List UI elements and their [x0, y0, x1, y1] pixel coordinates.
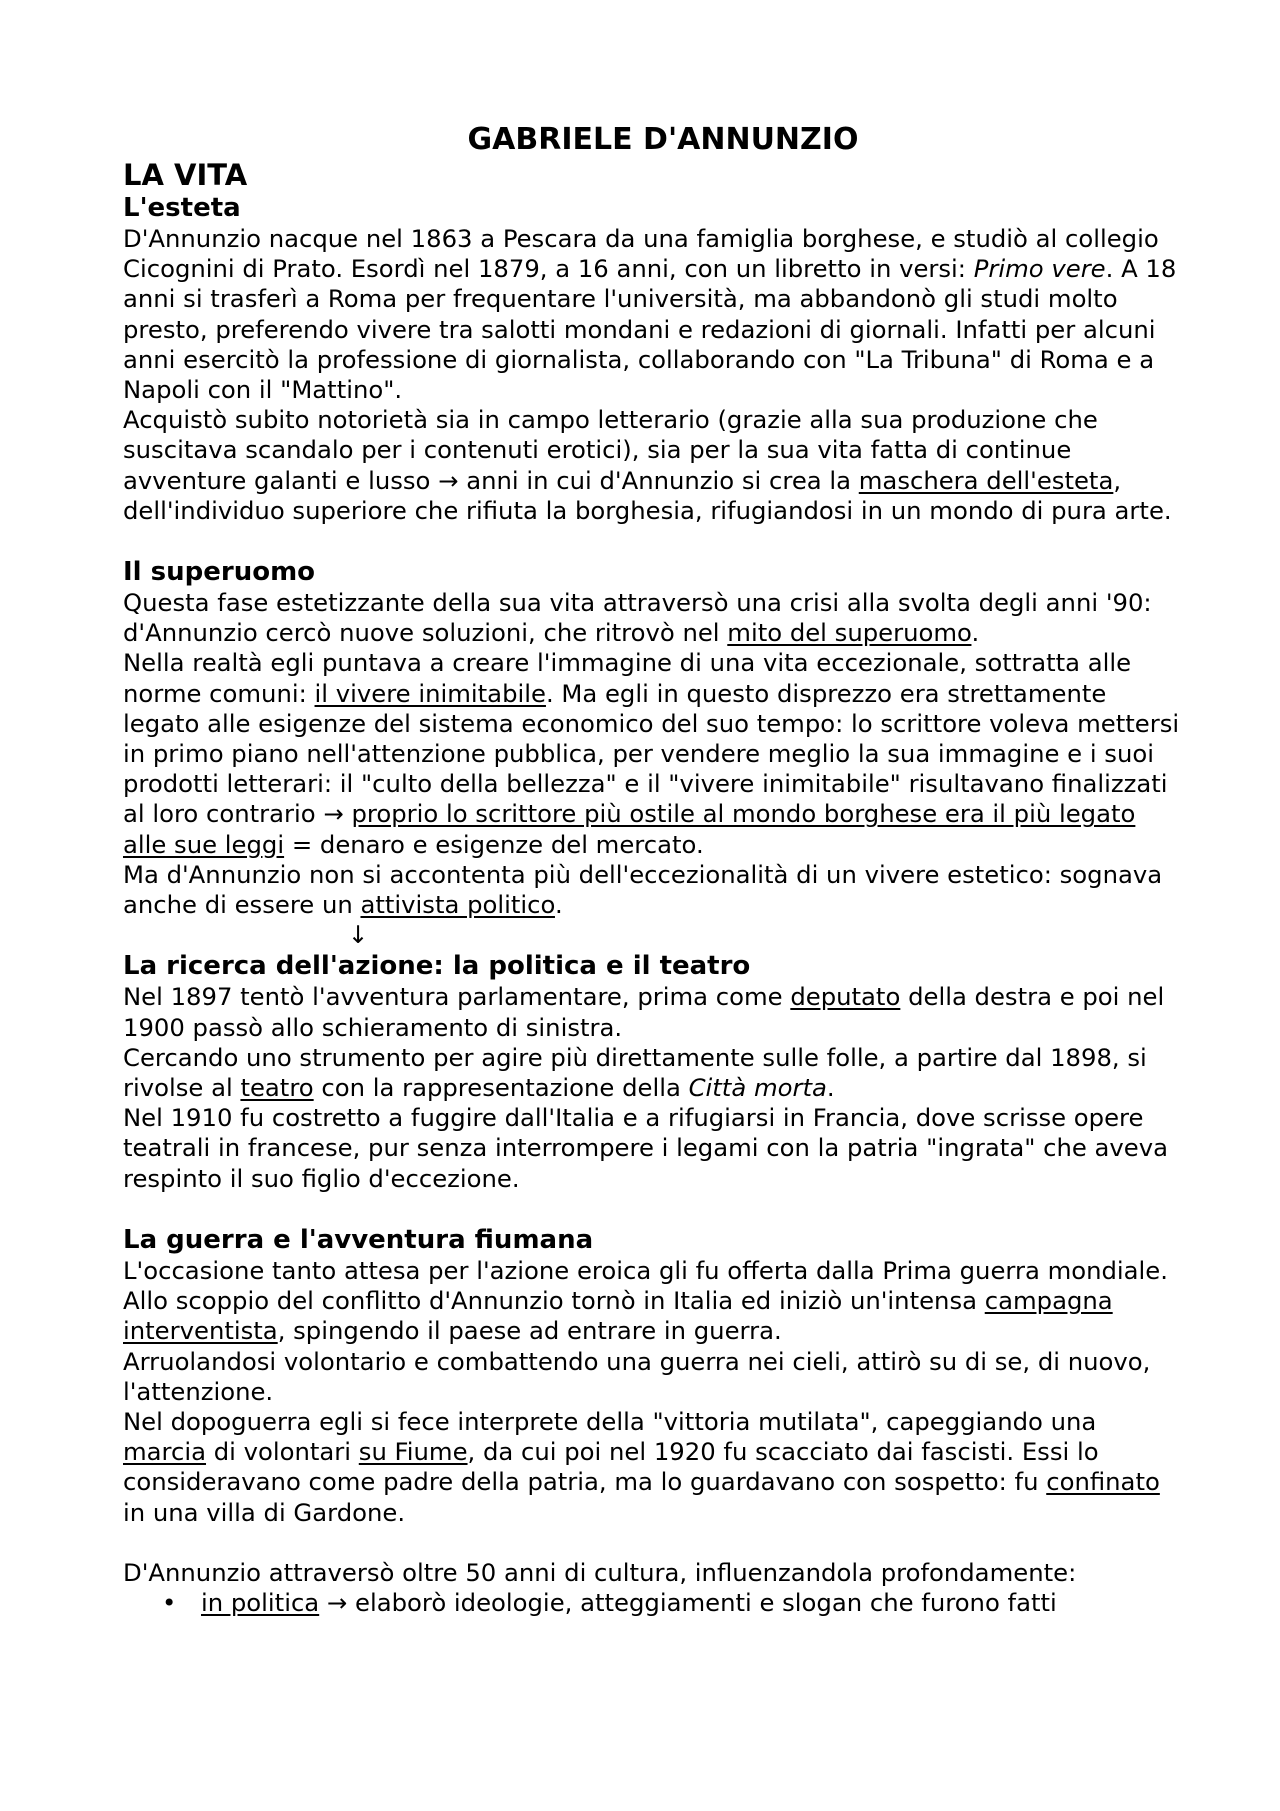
subheading-superuomo: Il superuomo	[123, 557, 316, 588]
subheading-esteta: L'esteta	[123, 193, 241, 223]
section-heading-la-vita: LA VITA	[123, 158, 248, 192]
paragraph-guerra-2: Arruolandosi volontario e combattendo una guerra nei cieli, attirò su di se, di nuovo, l'attenzione.	[123, 1346, 1151, 1406]
paragraph-superuomo-2: Nella realtà egli puntava a creare l'immagine di una vita eccezionale, sottratta alle norme comuni: il vivere inimitabile. Ma egli in questo disprezzo era strettamente legato alle esigenze del sistema economico del suo tempo: lo scrittore voleva mettersi in primo piano nell'attenzione pubblica, per vendere meglio la sua immagine e i suoi prodotti letterari: il "culto della bellezza" e il "vivere inimitabile" risultavano finalizzati al loro contrario → proprio lo scrittore più ostile al mondo borghese era il più legato alle sue leggi = denaro e esigenze del mercato.	[123, 648, 1180, 859]
paragraph-azione-1: Nel 1897 tentò l'avventura parlamentare, prima come deputato della destra e poi nel 1900 passò allo schieramento di sinistra.	[123, 982, 1165, 1042]
document-page	[123, 122, 1183, 1618]
paragraph-guerra-1: L'occasione tanto attesa per l'azione eroica gli fu offerta dalla Prima guerra mondiale. Allo scoppio del conflitto d'Annunzio tornò in Italia ed iniziò un'intensa campagna interventista, spingendo il paese ad entrare in guerra.	[123, 1255, 1168, 1346]
arrow-down-icon: ↓	[348, 920, 369, 950]
paragraph-guerra-3: Nel dopoguerra egli si fece interprete della "vittoria mutilata", capeggiando una marcia di volontari su Fiume, da cui poi nel 1920 fu scacciato dai fascisti. Essi lo consideravano come padre della patria, ma lo guardavano con sospetto: fu confinato in una villa di Gardone.	[123, 1406, 1160, 1527]
paragraph-cultura: D'Annunzio attraversò oltre 50 anni di cultura, influenzandola profondamente:	[123, 1557, 1077, 1587]
paragraph-esteta-2: Acquistò subito notorietà sia in campo letterario (grazie alla sua produzione che suscitava scandalo per i contenuti erotici), sia per la sua vita fatta di continue avventure galanti e lusso → anni in cui d'Annunzio si crea la maschera dell'esteta, dell'individuo superiore che rifiuta la borghesia, rifugiandosi in un mondo di pura arte.	[123, 405, 1172, 525]
subheading-guerra: La guerra e l'avventura fiumana	[123, 1224, 594, 1255]
paragraph-azione-3: Nel 1910 fu costretto a fuggire dall'Italia e a rifugiarsi in Francia, dove scrisse opere teatrali in francese, pur senza interrompere i legami con la patria "ingrata" che aveva respinto il suo figlio d'eccezione.	[123, 1103, 1169, 1193]
paragraph-esteta-1: D'Annunzio nacque nel 1863 a Pescara da una famiglia borghese, e studiò al collegio Cicognini di Prato. Esordì nel 1879, a 16 anni, con un libretto in versi: Primo vere. A 18 anni si trasferì a Roma per frequentare l'università, ma abbandonò gli studi molto presto, preferendo vivere tra salotti mondani e redazioni di giornali. Infatti per alcuni anni esercitò la professione di giornalista, collaborando con "La Tribuna" di Roma e a Napoli con il "Mattino".	[123, 224, 1177, 405]
paragraph-superuomo-3: Ma d'Annunzio non si accontenta più dell'eccezionalità di un vivere estetico: sognava anche di essere un attivista politico.	[123, 859, 1163, 920]
document-title: GABRIELE D'ANNUNZIO	[467, 122, 859, 157]
paragraph-azione-2: Cercando uno strumento per agire più direttamente sulle folle, a partire dal 1898, si rivolse al teatro con la rappresentazione della Città morta.	[123, 1042, 1147, 1103]
list-item: • in politica → elaborò ideologie, atteggiamenti e slogan che furono fatti	[201, 1588, 1183, 1618]
bullet-list	[123, 1588, 1183, 1618]
subheading-azione: La ricerca dell'azione: la politica e il teatro	[123, 951, 751, 982]
paragraph-superuomo-1: Questa fase estetizzante della sua vita attraversò una crisi alla svolta degli anni '90: d'Annunzio cercò nuove soluzioni, che ritrovò nel mito del superuomo.	[123, 588, 1152, 648]
